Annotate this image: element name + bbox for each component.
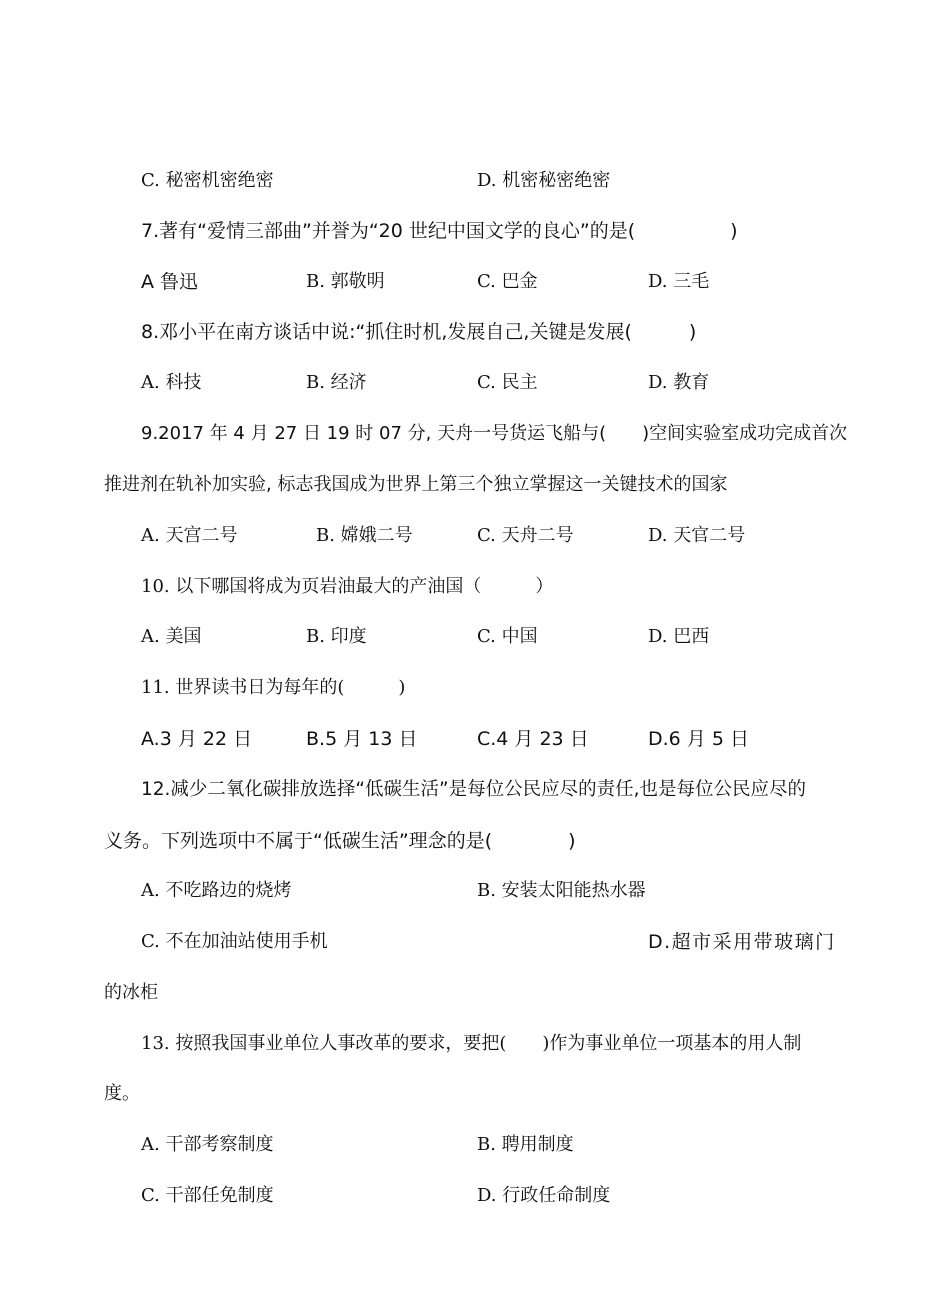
- q7-options-row: [0, 266, 950, 298]
- q13-options-row1: [0, 1129, 950, 1161]
- q10-option-d: D. 巴西: [648, 626, 710, 647]
- q11-option-b: B.5 月 13 日: [306, 728, 418, 750]
- q7-option-a: A 鲁迅: [141, 271, 199, 293]
- q13-stem-line1: 13. 按照我国事业单位人事改革的要求，要把( )作为事业单位一项基本的用人制: [141, 1033, 802, 1054]
- q9-stem-line1: 9.2017 年 4 月 27 日 19 时 07 分, 天舟一号货运飞船与( )空间实验室成功完成首次: [141, 423, 848, 444]
- q6-option-c: C. 秘密机密绝密: [141, 170, 274, 191]
- q8-options-row: [0, 367, 950, 399]
- q12-options-row1: [0, 875, 950, 907]
- q10-option-b: B. 印度: [306, 626, 367, 647]
- q13-option-c: C. 干部任免制度: [141, 1185, 274, 1206]
- q11-options-row: [0, 723, 950, 755]
- q6-option-d: D. 机密秘密绝密: [477, 170, 611, 191]
- q13-option-a: A. 干部考察制度: [141, 1134, 274, 1155]
- q7-option-b: B. 郭敬明: [306, 271, 385, 292]
- q12-options-row2: [0, 926, 950, 958]
- q6-options-row: [0, 165, 950, 197]
- q7-option-d: D. 三毛: [648, 271, 710, 292]
- q9-options-row: [0, 520, 950, 552]
- q11-stem: 11. 世界读书日为每年的( ): [141, 677, 406, 698]
- q10-option-a: A. 美国: [141, 626, 202, 647]
- q7-option-c: C. 巴金: [477, 271, 538, 292]
- q13-stem-line2: 度。: [104, 1083, 140, 1104]
- q8-option-b: B. 经济: [306, 372, 367, 393]
- q8-option-d: D. 教育: [648, 372, 710, 393]
- q7-stem: 7.著有“爱情三部曲”并誉为“20 世纪中国文学的良心”的是( ): [141, 220, 738, 242]
- q8-stem: 8.邓小平在南方谈话中说:“抓住时机,发展自己,关键是发展( ): [141, 321, 697, 343]
- q12-option-d-line2: 的冰柜: [104, 982, 158, 1003]
- q11-option-c: C.4 月 23 日: [477, 728, 589, 750]
- q10-option-c: C. 中国: [477, 626, 538, 647]
- q13-option-d: D. 行政任命制度: [477, 1185, 611, 1206]
- q10-options-row: [0, 621, 950, 653]
- q9-option-c: C. 天舟二号: [477, 525, 574, 546]
- q12-option-d-line1: D.超市采用带玻璃门: [648, 931, 836, 953]
- q9-option-a: A. 天宫二号: [141, 525, 238, 546]
- q9-stem-line2: 推进剂在轨补加实验, 标志我国成为世界上第三个独立掌握这一关键技术的国家: [104, 474, 728, 495]
- q12-option-c: C. 不在加油站使用手机: [141, 931, 328, 952]
- q12-option-a: A. 不吃路边的烧烤: [141, 880, 292, 901]
- q12-stem-line1: 12.减少二氧化碳排放选择“低碳生活”是每位公民应尽的责任,也是每位公民应尽的: [141, 779, 806, 800]
- q13-options-row2: [0, 1180, 950, 1212]
- q12-option-b: B. 安装太阳能热水器: [477, 880, 646, 901]
- q11-option-d: D.6 月 5 日: [648, 728, 749, 750]
- q13-option-b: B. 聘用制度: [477, 1134, 574, 1155]
- q8-option-c: C. 民主: [477, 372, 538, 393]
- q11-option-a: A.3 月 22 日: [141, 728, 253, 750]
- q9-option-b: B. 嫦娥二号: [316, 525, 413, 546]
- q8-option-a: A. 科技: [141, 372, 202, 393]
- q12-stem-line2: 义务。下列选项中不属于“低碳生活”理念的是( ): [104, 830, 576, 852]
- q10-stem: 10. 以下哪国将成为页岩油最大的产油国（ ）: [141, 576, 554, 597]
- q9-option-d: D. 天官二号: [648, 525, 746, 546]
